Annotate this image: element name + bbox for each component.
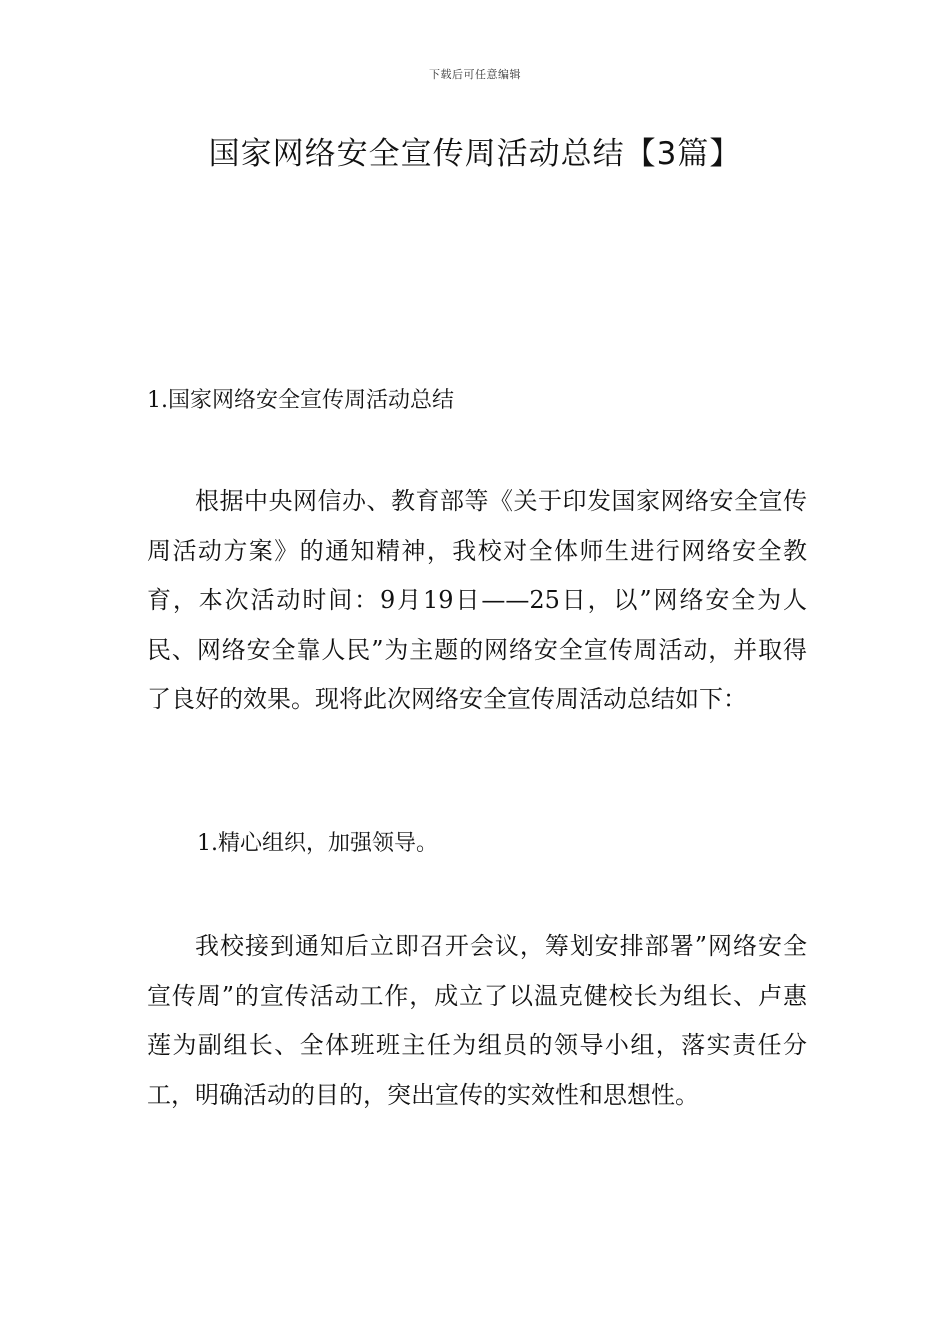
paragraph-organize: 我校接到通知后立即召开会议，筹划安排部署”网络安全宣传周”的宣传活动工作，成立了以温克健校长为组长、卢惠莲为副组长、全体班班主任为组员的领导小组，落实责任分工，明确活动的目的，突出宣传的实效性和思想性。 xyxy=(147,932,807,1109)
header-note: 下载后可任意编辑 xyxy=(429,68,521,81)
document-title: 国家网络安全宣传周活动总结【3篇】 xyxy=(208,136,742,172)
sub-heading-organize: 1.精心组织，加强领导。 xyxy=(197,831,438,856)
paragraph-intro: 根据中央网信办、教育部等《关于印发国家网络安全宣传周活动方案》的通知精神，我校对全体师生进行网络安全教育，本次活动时间：9月19日——25日，以”网络安全为人民、网络安全靠人民”为主题的网络安全宣传周活动，并取得了良好的效果。现将此次网络安全宣传周活动总结如下： xyxy=(147,487,807,714)
section-heading: 1.国家网络安全宣传周活动总结 xyxy=(147,388,454,413)
